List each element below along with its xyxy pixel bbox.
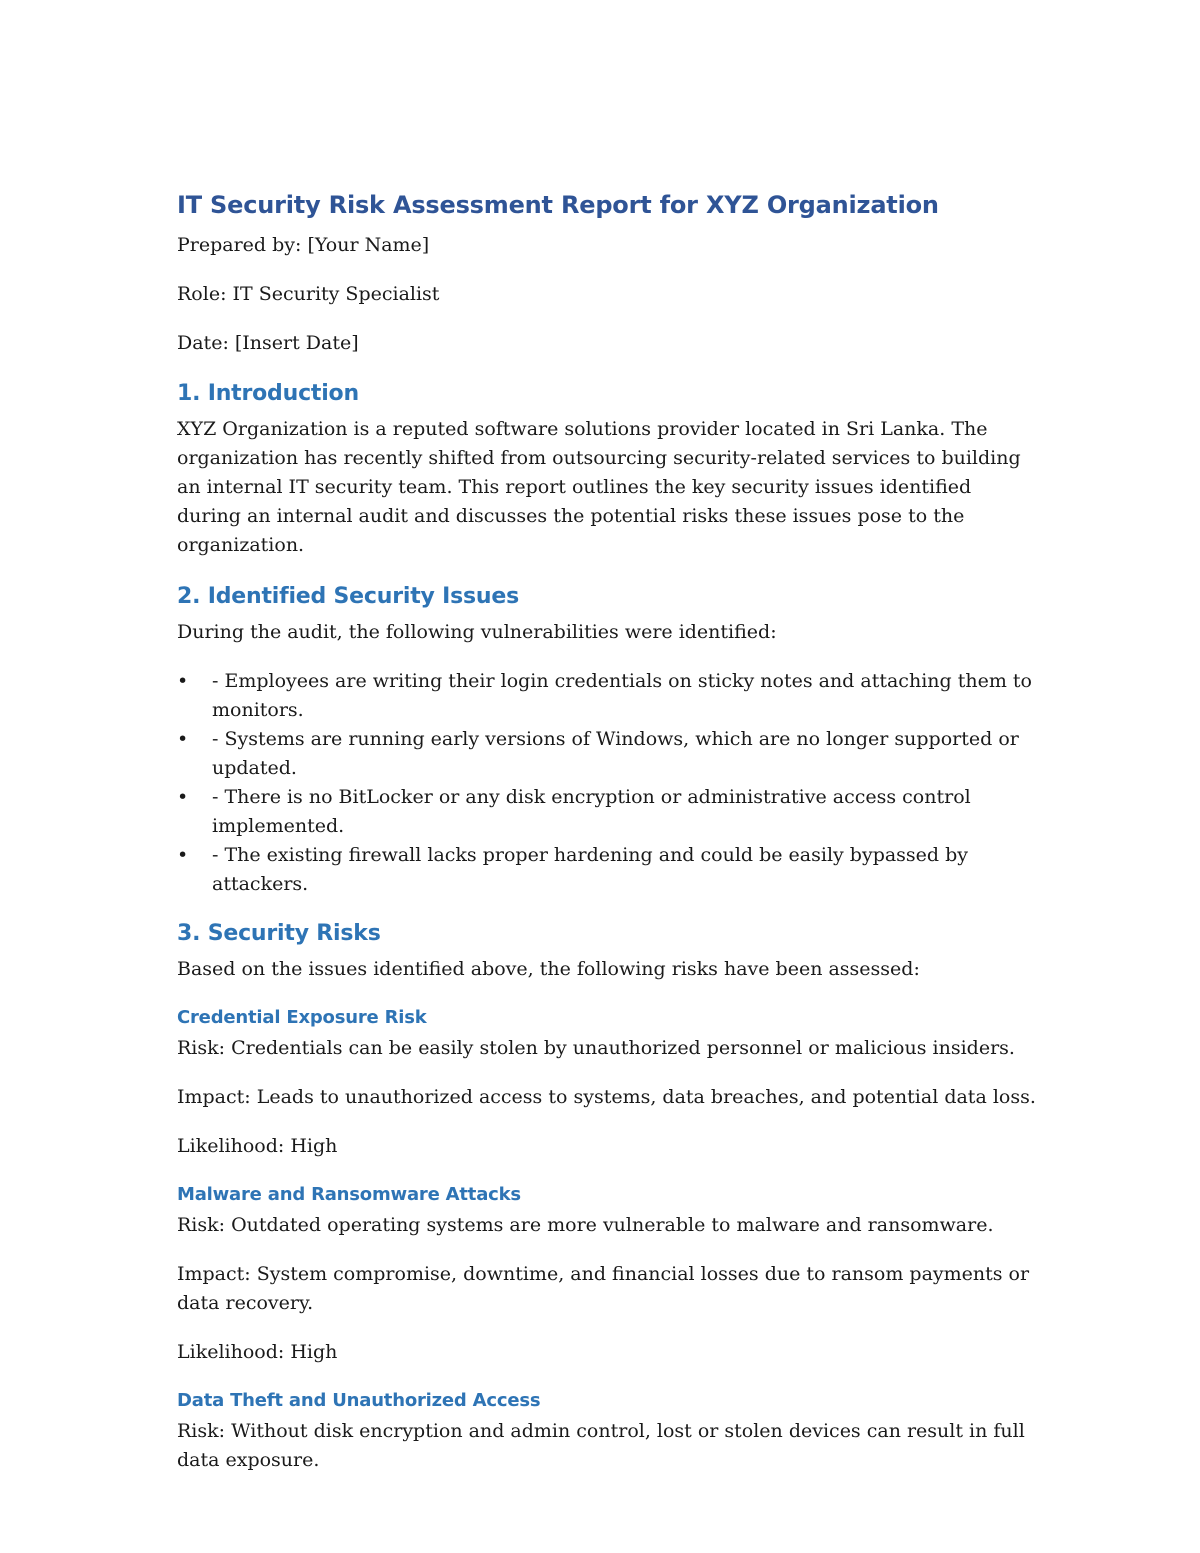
- bullet-icon: •: [177, 670, 189, 692]
- introduction-paragraph: XYZ Organization is a reputed software solutions provider located in Sri Lanka. The organization has recently shifted from outsourcing security-related services to building an internal IT security team. This report outlines the key security issues identified during an internal audit and discusses the potential risks these issues pose to the organization.: [177, 418, 1021, 556]
- list-item: [177, 725, 1037, 783]
- risk-malware-ransomware: [177, 1181, 1037, 1367]
- risks-intro: Based on the issues identified above, the following risks have been assessed:: [177, 958, 920, 980]
- risk-likelihood: Likelihood: High: [177, 1341, 338, 1363]
- risk-credential-exposure: [177, 1004, 1037, 1161]
- section-identified-issues: [177, 581, 1037, 899]
- issue-text: - Employees are writing their login credentials on sticky notes and attaching them to monitors.: [212, 670, 1032, 721]
- issues-list: [177, 667, 1037, 899]
- section-introduction: [177, 378, 1037, 560]
- document-title: IT Security Risk Assessment Report for XYZ Organization: [177, 191, 939, 219]
- risk-title: Malware and Ransomware Attacks: [177, 1184, 521, 1205]
- document-body: [177, 188, 1037, 1495]
- list-item: [177, 667, 1037, 725]
- prepared-by: Prepared by: [Your Name]: [177, 234, 430, 256]
- risks-heading: 3. Security Risks: [177, 921, 381, 946]
- risk-impact: Impact: Leads to unauthorized access to systems, data breaches, and potential data loss.: [177, 1086, 1036, 1108]
- document-meta: [177, 231, 1037, 358]
- report-date: Date: [Insert Date]: [177, 332, 359, 354]
- risk-title: Data Theft and Unauthorized Access: [177, 1390, 541, 1411]
- bullet-icon: •: [177, 728, 189, 750]
- risk-description: Risk: Without disk encryption and admin control, lost or stolen devices can result in full data exposure.: [177, 1420, 1025, 1471]
- risk-title: Credential Exposure Risk: [177, 1007, 427, 1028]
- risk-impact: Impact: System compromise, downtime, and financial losses due to ransom payments or data recovery.: [177, 1263, 1030, 1314]
- list-item: [177, 841, 1037, 899]
- introduction-heading: 1. Introduction: [177, 381, 359, 406]
- risk-description: Risk: Outdated operating systems are more vulnerable to malware and ransomware.: [177, 1214, 994, 1236]
- author-role: Role: IT Security Specialist: [177, 283, 440, 305]
- risk-description: Risk: Credentials can be easily stolen by unauthorized personnel or malicious insiders.: [177, 1037, 1015, 1059]
- risk-data-theft: [177, 1387, 1037, 1475]
- issue-text: - There is no BitLocker or any disk encryption or administrative access control implemented.: [212, 786, 971, 837]
- list-item: [177, 783, 1037, 841]
- issues-heading: 2. Identified Security Issues: [177, 584, 519, 609]
- risk-likelihood: Likelihood: High: [177, 1135, 338, 1157]
- bullet-icon: •: [177, 844, 189, 866]
- section-security-risks: [177, 918, 1037, 1475]
- issue-text: - Systems are running early versions of Windows, which are no longer supported or updated.: [212, 728, 1019, 779]
- issue-text: - The existing firewall lacks proper hardening and could be easily bypassed by attackers.: [212, 844, 969, 895]
- issues-intro: During the audit, the following vulnerabilities were identified:: [177, 621, 777, 643]
- bullet-icon: •: [177, 786, 189, 808]
